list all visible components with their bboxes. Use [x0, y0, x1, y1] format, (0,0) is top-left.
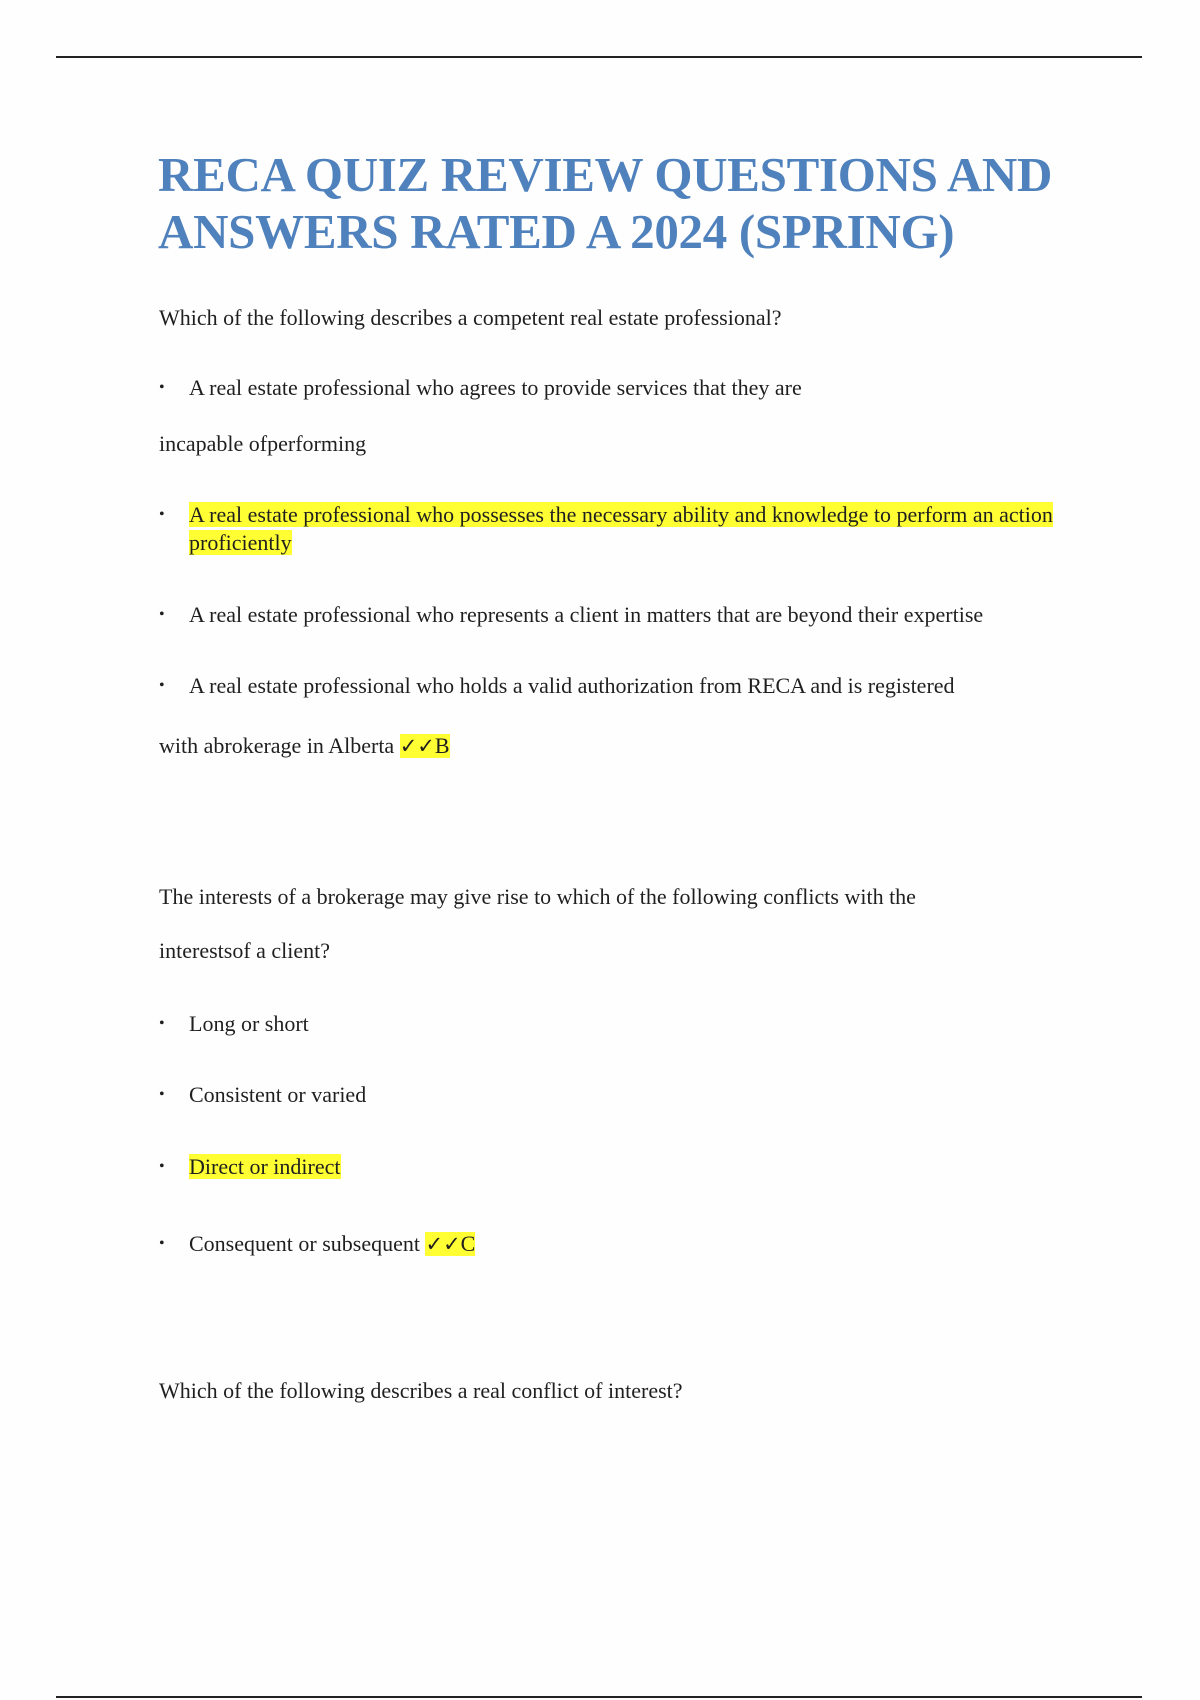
option-text: A real estate professional who agrees to provide services that they are — [189, 375, 802, 400]
option-text: Consistent or varied — [189, 1082, 367, 1107]
option-text: with abrokerage in Alberta — [159, 733, 395, 758]
highlighted-correct-option: Direct or indirect — [189, 1154, 341, 1179]
question-1-option-a-continued: incapable ofperforming — [159, 431, 367, 456]
question-1-option-d-continued — [159, 732, 450, 760]
bullet-icon: • — [159, 1086, 165, 1103]
highlighted-correct-option: A real estate professional who possesses the necessary ability and knowledge to perform an action proficiently — [189, 502, 1053, 555]
bullet-icon: • — [159, 506, 165, 523]
bullet-icon: • — [159, 1015, 165, 1032]
bullet-icon: • — [159, 379, 165, 396]
question-2-text-continued: interestsof a client? — [159, 938, 331, 963]
checkmark-icon: ✓✓ — [399, 734, 435, 758]
option-text: Long or short — [189, 1011, 309, 1036]
option-text: Consequent or subsequent — [189, 1231, 420, 1256]
question-3-text: Which of the following describes a real conflict of interest? — [159, 1378, 683, 1403]
option-text: A real estate professional who holds a valid authorization from RECA and is registered — [189, 673, 955, 698]
bullet-icon: • — [159, 1158, 165, 1175]
question-1-text: Which of the following describes a competent real estate professional? — [159, 305, 782, 330]
bullet-icon: • — [159, 606, 165, 623]
answer-key — [425, 1232, 475, 1256]
document-title: RECA QUIZ REVIEW QUESTIONS AND ANSWERS RATED A 2024 (SPRING) — [158, 147, 1053, 259]
footer-rule — [56, 1696, 1142, 1698]
answer-key — [400, 734, 450, 758]
answer-letter: B — [434, 733, 450, 758]
option-text: A real estate professional who represents a client in matters that are beyond their expertise — [189, 602, 984, 627]
answer-letter: C — [460, 1231, 476, 1256]
bullet-icon: • — [159, 1235, 165, 1252]
checkmark-icon: ✓✓ — [425, 1232, 461, 1256]
bullet-icon: • — [159, 677, 165, 694]
header-rule — [56, 56, 1142, 58]
question-2-text: The interests of a brokerage may give rise to which of the following conflicts with the — [159, 884, 916, 909]
